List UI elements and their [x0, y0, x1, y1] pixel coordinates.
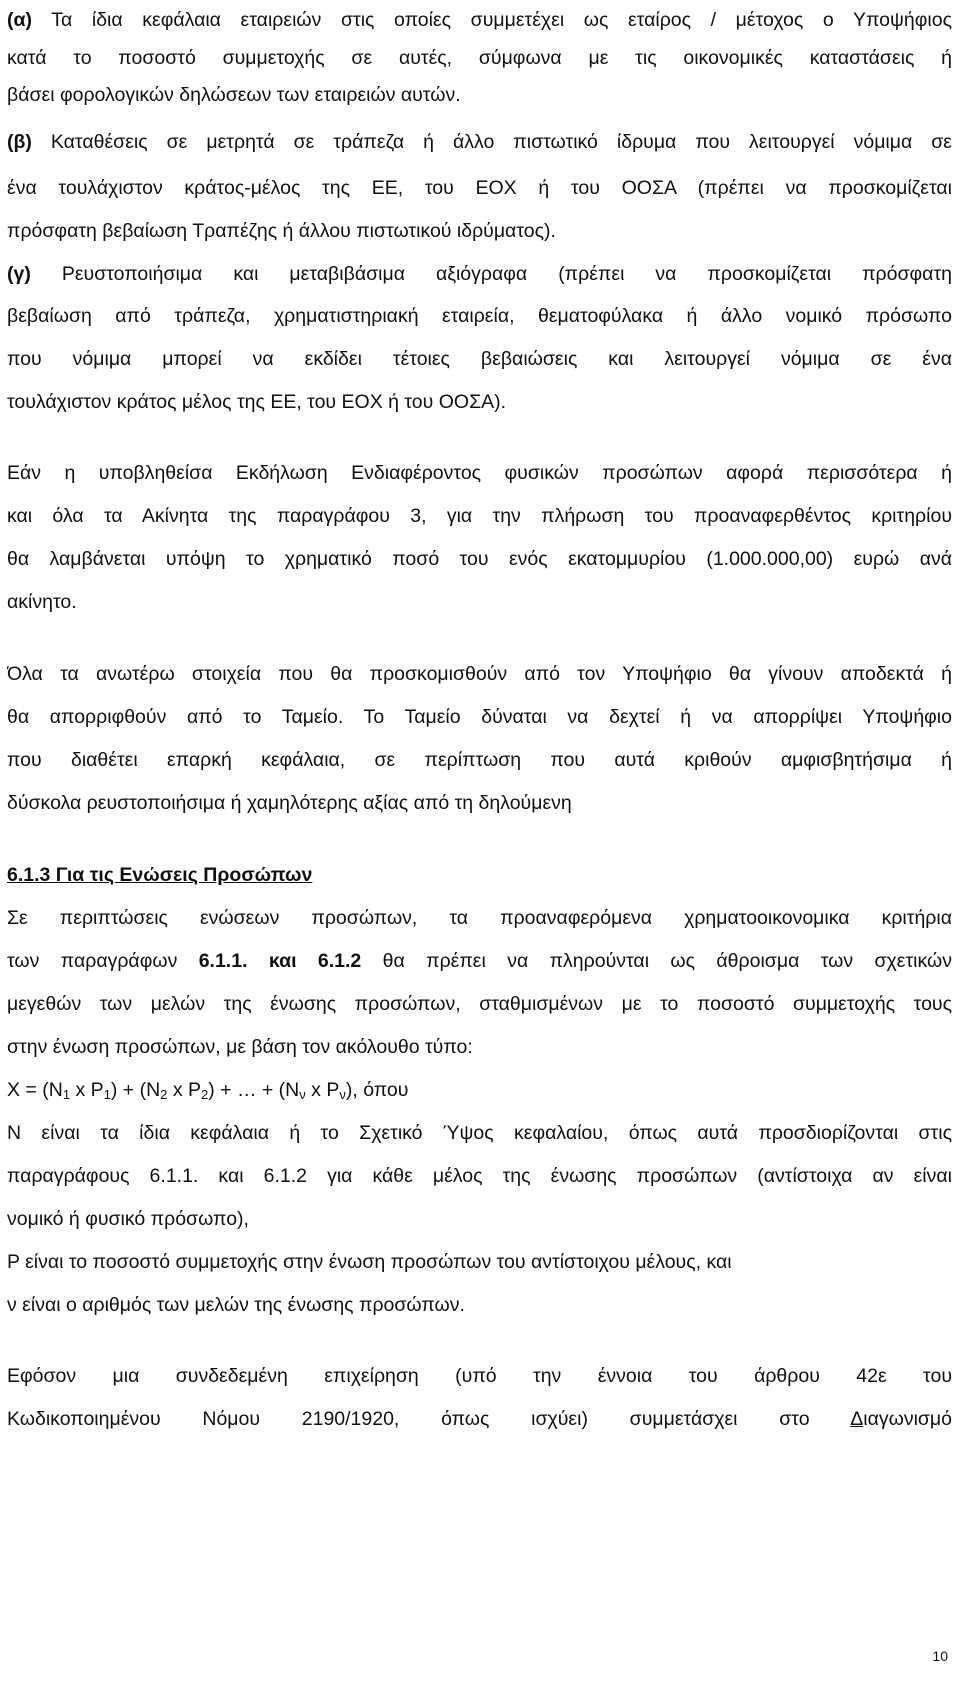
affiliated-line-2-post: ιαγωνισμό [863, 1408, 952, 1430]
affiliated-line-1: Εφόσον μια συνδεδεμένη επιχείρηση (υπό την έννοια του άρθρου 42ε του [7, 1365, 952, 1387]
paragraph-alpha-line-3: βάσει φορολογικών δηλώσεων των εταιρειών αυτών. [7, 84, 461, 106]
gamma-label: (γ) [7, 263, 31, 285]
paragraph-beta-line-3: πρόσφατη βεβαίωση Τραπέζης ή άλλου πιστωτικού ιδρύματος). [7, 220, 556, 242]
section-paragraph-reference: 6.1.1. και 6.1.2 [198, 950, 362, 972]
formula-subscript: ν [299, 1087, 306, 1102]
definition-v-line: ν είναι ο αριθμός των μελών της ένωσης προσώπων. [7, 1294, 465, 1316]
acceptance-line-4: δύσκολα ρευστοποιήσιμα ή χαμηλότερης αξίας από τη δηλούμενη [7, 792, 572, 814]
paragraph-alpha-line-2: κατά το ποσοστό συμμετοχής σε αυτές, σύμφωνα με τις οικονομικές καταστάσεις ή [7, 47, 952, 69]
beta-text-1: Καταθέσεις σε μετρητά σε τράπεζα ή άλλο πιστωτικό ίδρυμα που λειτουργεί νόμιμα σε [50, 131, 952, 153]
paragraph-gamma-line-3: που νόμιμα μπορεί να εκδίδει τέτοιες βεβαιώσεις και λειτουργεί νόμιμα σε ένα [7, 348, 952, 370]
formula-part: ) + … + (N [208, 1079, 300, 1101]
section-line-4: στην ένωση προσώπων, με βάση τον ακόλουθο τύπο: [7, 1036, 473, 1058]
paragraph-gamma-line-1 [7, 262, 952, 286]
gamma-text-1: Ρευστοποιήσιμα και μεταβιβάσιμα αξιόγραφα (πρέπει να προσκομίζεται πρόσφατη [61, 263, 952, 285]
affiliated-line-2 [7, 1407, 952, 1431]
formula-subscript: ν [339, 1087, 346, 1102]
section-line-1: Σε περιπτώσεις ενώσεων προσώπων, τα προαναφερόμενα χρηματοοικονομικα κριτήρια [7, 907, 952, 929]
affiliated-line-2-pre: Κωδικοποιημένου Νόμου 2190/1920, όπως ισχύει) συμμετάσχει στο [7, 1408, 810, 1430]
formula-subscript: 1 [103, 1087, 111, 1102]
affiliated-line-2-end [850, 1408, 952, 1430]
formula-part: ), όπου [345, 1079, 409, 1101]
definition-p-line: Ρ είναι το ποσοστό συμμετοχής στην ένωση προσώπων του αντίστοιχου μέλους, και [7, 1251, 732, 1273]
formula-part: X = (N [7, 1079, 63, 1101]
paragraph-gamma-line-4: τουλάχιστον κράτος μέλος της ΕΕ, του ΕΟΧ ή του ΟΟΣΑ). [7, 391, 507, 413]
section-line-2 [7, 949, 952, 973]
formula [7, 1078, 408, 1102]
natural-persons-line-1: Εάν η υποβληθείσα Εκδήλωση Ενδιαφέροντος φυσικών προσώπων αφορά περισσότερα ή [7, 462, 952, 484]
formula-subscript: 1 [62, 1087, 71, 1102]
affiliated-underlined-letter: Δ [850, 1408, 864, 1430]
paragraph-beta-line-2: ένα τουλάχιστον κράτος-μέλος της ΕΕ, του ΕΟΧ ή του ΟΟΣΑ (πρέπει να προσκομίζεται [7, 177, 952, 199]
formula-subscript: 2 [201, 1087, 209, 1102]
section-line-2-post: θα πρέπει να πληρούνται ως άθροισμα των σχετικών [382, 950, 952, 972]
definition-n-line-3: νομικό ή φυσικό πρόσωπο), [7, 1208, 249, 1230]
natural-persons-line-3: θα λαμβάνεται υπόψη το χρηματικό ποσό του ενός εκατομμυρίου (1.000.000,00) ευρώ ανά [7, 548, 952, 570]
formula-part: x P [167, 1079, 201, 1101]
acceptance-line-1: Όλα τα ανωτέρω στοιχεία που θα προσκομισθούν από τον Υποψήφιο θα γίνουν αποδεκτά ή [7, 663, 952, 685]
natural-persons-line-2: και όλα τα Ακίνητα της παραγράφου 3, για την πλήρωση του προαναφερθέντος κριτηρίου [7, 505, 952, 527]
section-heading: 6.1.3 Για τις Ενώσεις Προσώπων [7, 864, 313, 886]
alpha-label: (α) [7, 9, 32, 31]
formula-part: x P [305, 1079, 340, 1101]
acceptance-line-3: που διαθέτει επαρκή κεφάλαια, σε περίπτωση που αυτά κριθούν αμφισβητήσιμα ή [7, 749, 952, 771]
section-line-3: μεγεθών των μελών της ένωσης προσώπων, σταθμισμένων με το ποσοστό συμμετοχής τους [7, 993, 952, 1015]
paragraph-alpha-line-1 [7, 8, 952, 32]
definition-n-line-2: παραγράφους 6.1.1. και 6.1.2 για κάθε μέλος της ένωσης προσώπων (αντίστοιχα αν είναι [7, 1165, 952, 1187]
acceptance-line-2: θα απορριφθούν από το Ταμείο. Το Ταμείο δύναται να δεχτεί ή να απορρίψει Υποψήφιο [7, 706, 952, 728]
formula-part: x P [70, 1079, 104, 1101]
definition-n-line-1: Ν είναι τα ίδια κεφάλαια ή το Σχετικό Ύψος κεφαλαίου, όπως αυτά προσδιορίζονται στις [7, 1122, 952, 1144]
paragraph-gamma-line-2: βεβαίωση από τράπεζα, χρηματιστηριακή εταιρεία, θεματοφύλακα ή άλλο νομικό πρόσωπο [7, 305, 952, 327]
formula-part: ) + (N [110, 1079, 161, 1101]
alpha-text-1: Τα ίδια κεφάλαια εταιρειών στις οποίες συμμετέχει ως εταίρος / μέτοχος ο Υποψήφιος [51, 9, 952, 31]
section-line-2-pre: των παραγράφων [7, 950, 178, 972]
formula-subscript: 2 [160, 1087, 168, 1102]
beta-label: (β) [7, 131, 32, 153]
paragraph-beta-line-1 [7, 130, 952, 154]
page-number: 10 [932, 1648, 948, 1664]
natural-persons-line-4: ακίνητο. [7, 591, 77, 613]
